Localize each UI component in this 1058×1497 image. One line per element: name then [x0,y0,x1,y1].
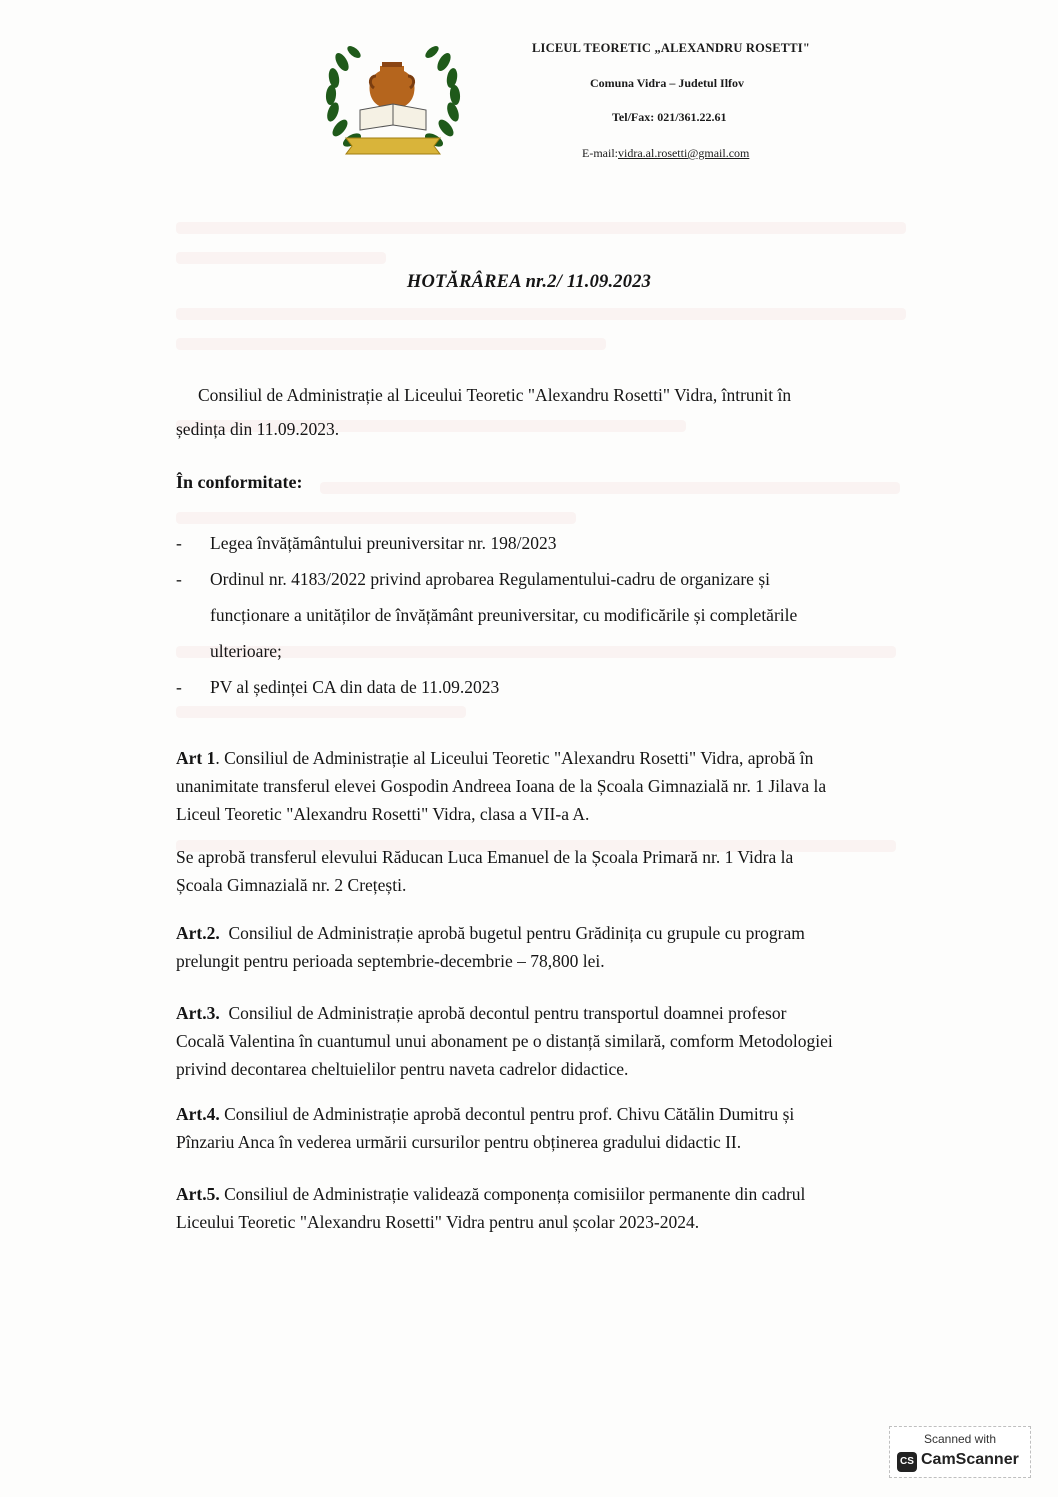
bullet-dash: - [176,533,182,553]
article-3 [176,999,906,1083]
article-lead: Art.3. [176,1003,220,1023]
article-lead: Art.4. [176,1104,220,1124]
email-address-link[interactable]: vidra.al.rosetti@gmail.com [618,146,750,160]
article-text: Cocală Valentina în cuantumul unui abonament pe o distanță similară, comform Metodologiei [176,1031,833,1051]
article-lead: Art.2. [176,923,220,943]
school-crest-logo-icon [320,32,466,162]
conformity-item-text: Ordinul nr. 4183/2022 privind aprobarea Regulamentului-cadru de organizare și [210,569,770,589]
intro-line-2: ședința din 11.09.2023. [176,419,340,439]
article-text: unanimitate transferul elevei Gospodin Andreea Ioana de la Școala Gimnazială nr. 1 Jilava la [176,776,827,796]
article-lead: Art.5. [176,1184,220,1204]
email-label: E-mail: [582,146,618,160]
article-text: Consiliul de Administrație aprobă bugetul pentru Grădinița cu grupule cu program [219,923,805,943]
article-text: . Consiliul de Administrație al Liceului Teoretic "Alexandru Rosetti" Vidra, aprobă în [215,748,814,768]
watermark-brand: CamScanner [921,1451,1019,1468]
article-text: prelungit pentru perioada septembrie-decembrie – 78,800 lei. [176,951,605,971]
article-lead: Art 1 [176,748,216,768]
school-logo [320,32,466,162]
intro-line-1: Consiliul de Administrație al Liceului Teoretic "Alexandru Rosetti" Vidra, întrunit în [198,385,792,405]
school-email [582,146,749,161]
article-text: Pînzariu Anca în vederea urmării cursurilor pentru obținerea gradului didactic II. [176,1132,742,1152]
conformity-item-text: Legea învățământului preuniversitar nr. 198/2023 [210,533,557,553]
conformity-item-continuation: ulterioare; [210,641,282,661]
bullet-dash: - [176,677,182,697]
article-1 [176,744,906,828]
article-text: Consiliul de Administrație aprobă decontul pentru prof. Chivu Cătălin Dumitru și [219,1104,795,1124]
school-phone: Tel/Fax: 021/361.22.61 [612,110,727,124]
school-location: Comuna Vidra – Judetul Ilfov [590,76,745,90]
camscanner-watermark [889,1426,1031,1478]
article-text: Se aprobă transferul elevului Răducan Luca Emanuel de la Școala Primară nr. 1 Vidra la [176,847,794,867]
article-text: Consiliul de Administrație aprobă decontul pentru transportul doamnei profesor [219,1003,787,1023]
article-2 [176,919,906,975]
article-4 [176,1100,906,1156]
article-text: privind decontarea cheltuielilor pentru naveta cadrelor didactice. [176,1059,629,1079]
conformity-item-continuation: funcționare a unităților de învățământ preuniversitar, cu modificările și completările [210,605,798,625]
article-text: Liceului Teoretic "Alexandru Rosetti" Vidra pentru anul școlar 2023-2024. [176,1212,700,1232]
article-1-addendum [176,843,906,899]
conformity-item-text: PV al ședinței CA din data de 11.09.2023 [210,677,500,697]
bullet-dash: - [176,569,182,589]
article-5 [176,1180,906,1236]
article-text: Liceul Teoretic "Alexandru Rosetti" Vidra, clasa a VII-a A. [176,804,590,824]
camscanner-logo-icon: CS [897,1452,917,1472]
conformity-heading: În conformitate: [176,472,303,492]
article-text: Școala Gimnazială nr. 2 Crețești. [176,875,407,895]
watermark-caption: Scanned with [923,1432,997,1446]
school-name: LICEUL TEORETIC „ALEXANDRU ROSETTI" [532,41,811,55]
document-title: HOTĂRÂREA nr.2/ 11.09.2023 [406,272,652,292]
article-text: Consiliul de Administrație validează componența comisiilor permanente din cadrul [219,1184,806,1204]
